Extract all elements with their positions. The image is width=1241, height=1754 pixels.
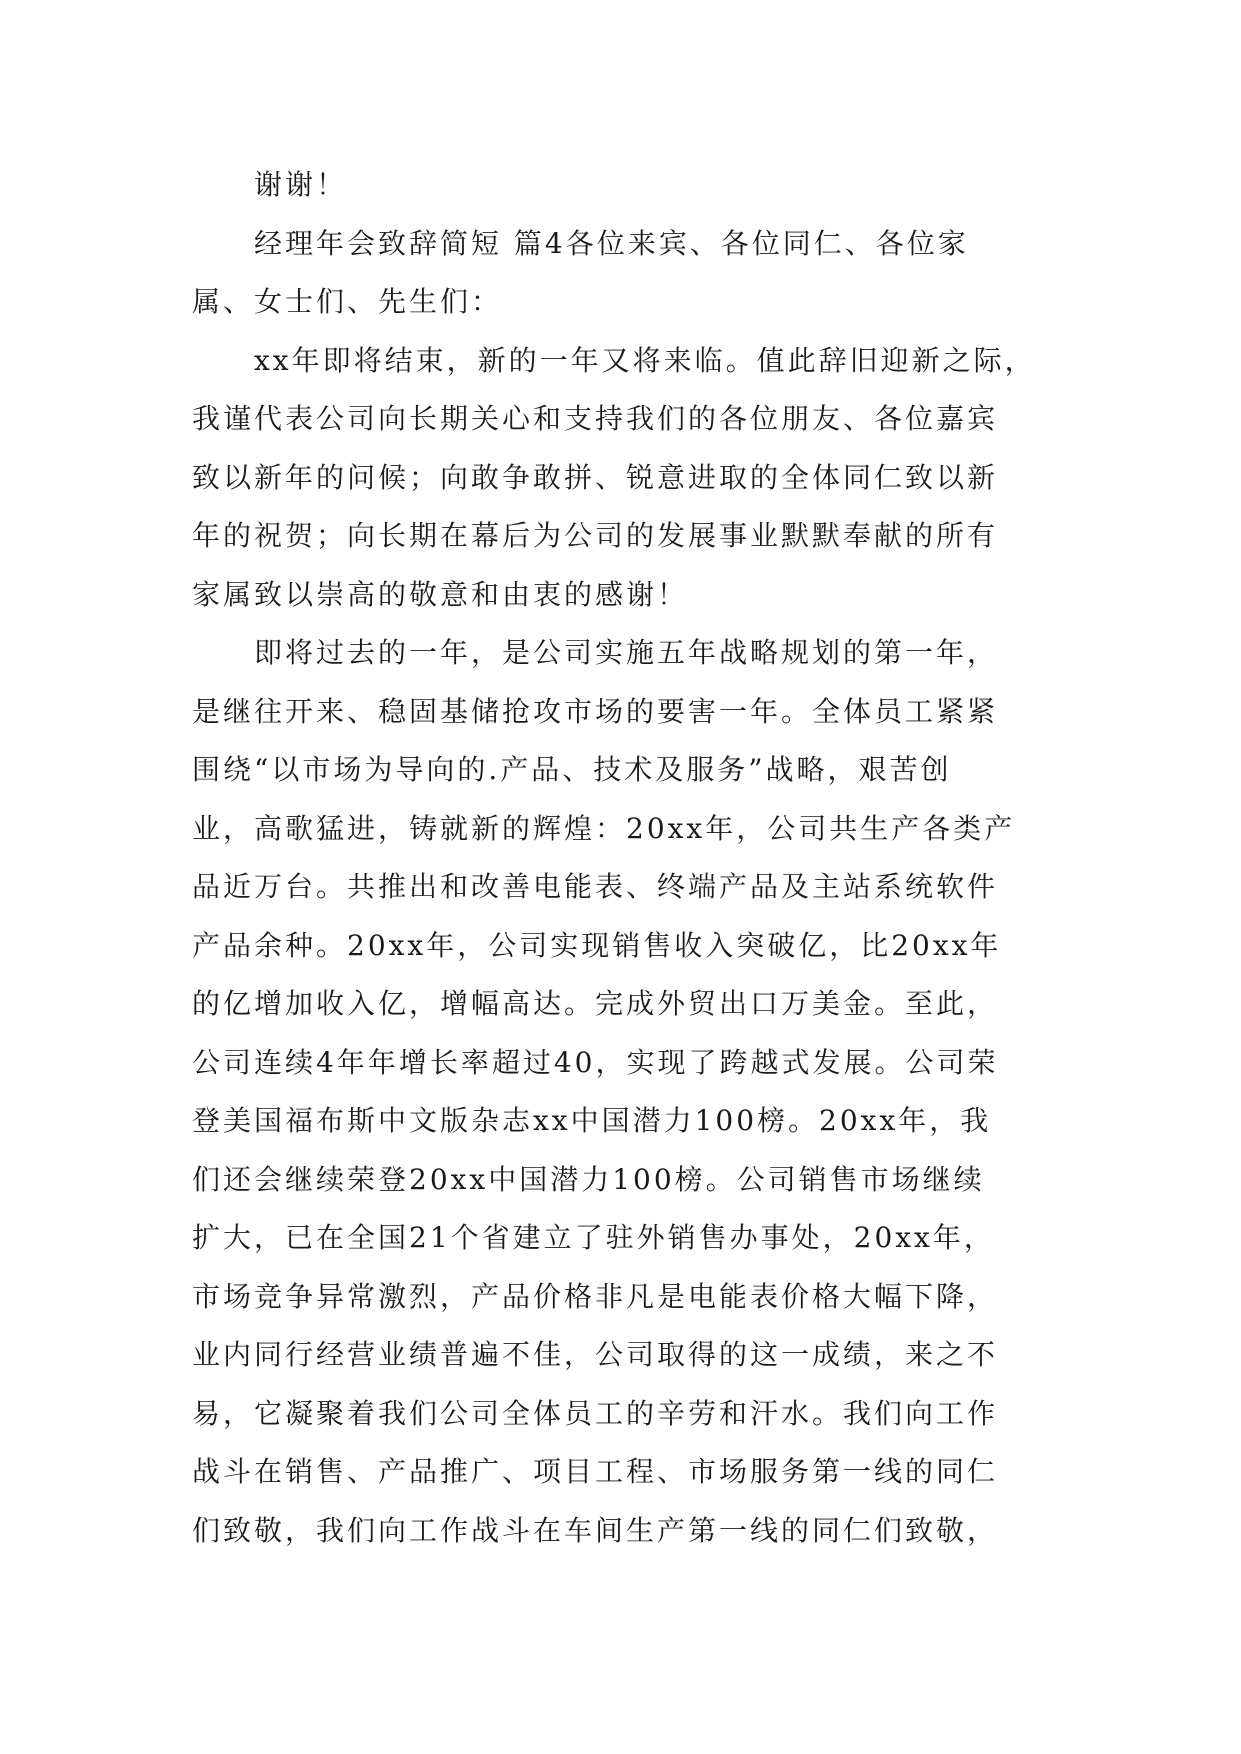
text-line: 即将过去的一年，是公司实施五年战略规划的第一年， bbox=[254, 636, 999, 669]
text-line: 属、女士们、先生们： bbox=[192, 285, 503, 318]
text-line: 是继往开来、稳固基储抢攻市场的要害一年。全体员工紧紧 bbox=[192, 694, 999, 728]
text-line: 我谨代表公司向长期关心和支持我们的各位朋友、各位嘉宾 bbox=[192, 402, 999, 435]
text-line: 的亿增加收入亿，增幅高达。完成外贸出口万美金。至此， bbox=[192, 987, 999, 1020]
text-line: 经理年会致辞简短 篇4各位来宾、各位同仁、各位家 bbox=[254, 226, 969, 260]
text-line: 品近万台。共推出和改善电能表、终端产品及主站系统软件 bbox=[192, 870, 999, 903]
text-line: 扩大，已在全国21个省建立了驻外销售办事处，20xx年， bbox=[192, 1221, 995, 1254]
text-line: 市场竞争异常激烈，产品价格非凡是电能表价格大幅下降， bbox=[192, 1279, 999, 1313]
text-line: 公司连续4年年增长率超过40，实现了跨越式发展。公司荣 bbox=[192, 1045, 999, 1079]
text-line: 年的祝贺；向长期在幕后为公司的发展事业默默奉献的所有 bbox=[192, 519, 999, 552]
text-line: 产品余种。20xx年，公司实现销售收入突破亿，比20xx年 bbox=[192, 928, 1002, 962]
text-line: 易，它凝聚着我们公司全体员工的辛劳和汗水。我们向工作 bbox=[192, 1396, 999, 1430]
text-line: xx年即将结束，新的一年又将来临。值此辞旧迎新之际， bbox=[254, 343, 1036, 377]
text-line: 登美国福布斯中文版杂志xx中国潜力100榜。20xx年，我 bbox=[192, 1104, 992, 1137]
text-line: 业，高歌猛进，铸就新的辉煌：20xx年，公司共生产各类产 bbox=[192, 811, 1016, 845]
text-line: 致以新年的问候；向敢争敢拼、锐意进取的全体同仁致以新 bbox=[192, 460, 999, 494]
text-line: 业内同行经营业绩普遍不佳，公司取得的这一成绩，来之不 bbox=[192, 1338, 999, 1371]
document-body bbox=[192, 156, 1072, 1560]
text-line: 谢谢！ bbox=[254, 168, 348, 201]
text-line: 围绕“以市场为导向的.产品、技术及服务”战略，艰苦创 bbox=[192, 753, 952, 786]
text-line: 战斗在销售、产品推广、项目工程、市场服务第一线的同仁 bbox=[192, 1455, 999, 1488]
text-line: 们致敬，我们向工作战斗在车间生产第一线的同仁们致敬， bbox=[192, 1513, 999, 1547]
text-line: 们还会继续荣登20xx中国潜力100榜。公司销售市场继续 bbox=[192, 1162, 985, 1196]
text-line: 家属致以崇高的敬意和由衷的感谢！ bbox=[192, 577, 689, 611]
